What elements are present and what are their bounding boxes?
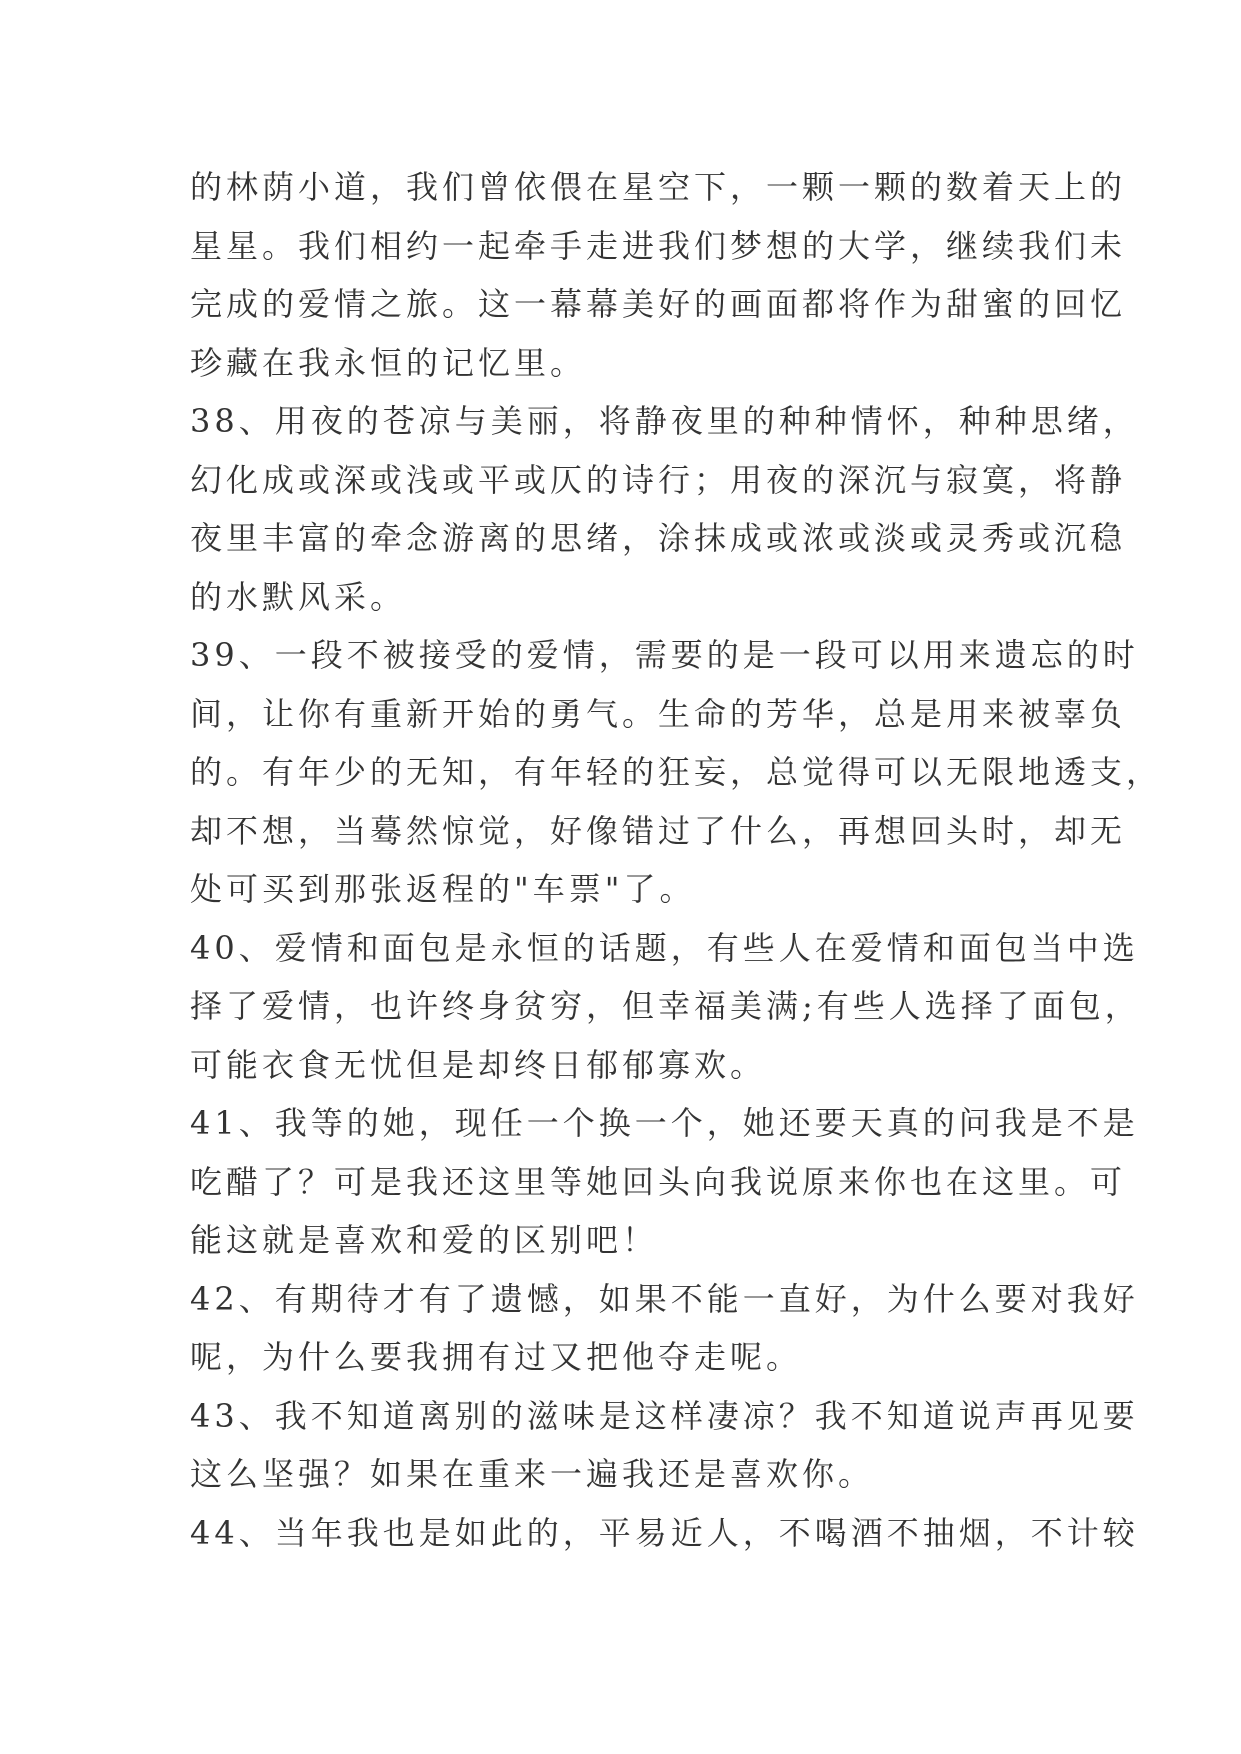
text-line: 的水默风采。 xyxy=(190,577,407,616)
text-line: 这么坚强？如果在重来一遍我还是喜欢你。 xyxy=(190,1455,875,1493)
text-line: 却不想，当蓦然惊觉，好像错过了什么，再想回头时，却无 xyxy=(190,811,1127,850)
text-line: 星星。我们相约一起牵手走进我们梦想的大学，继续我们未 xyxy=(190,226,1127,265)
text-line: 完成的爱情之旅。这一幕幕美好的画面都将作为甜蜜的回忆 xyxy=(190,285,1127,323)
text-line: 能这就是喜欢和爱的区别吧！ xyxy=(190,1221,659,1259)
text-line: 42、有期待才有了遗憾，如果不能一直好，为什么要对我好 xyxy=(190,1279,1139,1318)
text-line: 择了爱情，也许终身贫穷，但幸福美满;有些人选择了面包， xyxy=(190,987,1141,1025)
text-line: 的林荫小道，我们曾依偎在星空下，一颗一颗的数着天上的 xyxy=(190,168,1127,206)
text-line: 间，让你有重新开始的勇气。生命的芳华，总是用来被辜负 xyxy=(190,694,1127,733)
text-line: 39、一段不被接受的爱情，需要的是一段可以用来遗忘的时 xyxy=(190,636,1139,674)
text-line: 处可买到那张返程的"车票"了。 xyxy=(190,870,696,908)
text-line: 幻化成或深或浅或平或仄的诗行；用夜的深沉与寂寞，将静 xyxy=(190,460,1127,499)
text-line: 夜里丰富的牵念游离的思绪，涂抹成或浓或淡或灵秀或沉稳 xyxy=(190,519,1127,557)
text-line: 38、用夜的苍凉与美丽，将静夜里的种种情怀，种种思绪， xyxy=(190,402,1139,440)
text-line: 40、爱情和面包是永恒的话题，有些人在爱情和面包当中选 xyxy=(190,928,1139,967)
text-line: 43、我不知道离别的滋味是这样凄凉？我不知道说声再见要 xyxy=(190,1396,1139,1435)
text-line: 珍藏在我永恒的记忆里。 xyxy=(190,343,587,382)
text-line: 44、当年我也是如此的，平易近人，不喝酒不抽烟，不计较 xyxy=(190,1513,1139,1552)
document-body xyxy=(190,158,1163,1562)
text-line: 呢，为什么要我拥有过又把他夺走呢。 xyxy=(190,1338,803,1376)
text-line: 吃醋了？可是我还这里等她回头向我说原来你也在这里。可 xyxy=(190,1162,1127,1201)
text-line: 的。有年少的无知，有年轻的狂妄，总觉得可以无限地透支， xyxy=(190,753,1163,791)
text-line: 可能衣食无忧但是却终日郁郁寡欢。 xyxy=(190,1045,767,1084)
text-line: 41、我等的她，现任一个换一个，她还要天真的问我是不是 xyxy=(190,1104,1139,1142)
